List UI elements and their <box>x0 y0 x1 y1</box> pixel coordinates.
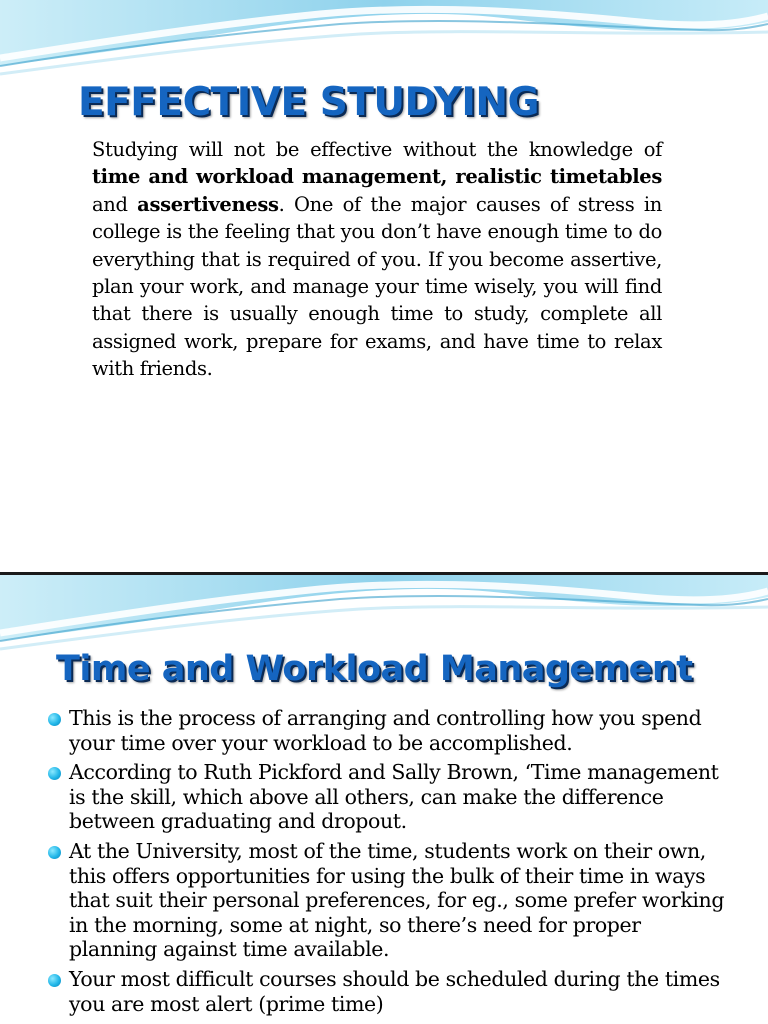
paragraph-text: . One of the major causes of stress in college is the feeling that you don’t have enough time to do everything that is required of you. If you become assertive, plan your work, and manage your time wisely, you will find that there is usually enough time to study, complete all assigned work, prepare for exams, and have time to relax with friends. <box>92 192 662 381</box>
list-item <box>0 967 768 1016</box>
bullet-dot-icon <box>48 974 61 987</box>
bullet-list <box>0 706 768 1021</box>
slide-title: EFFECTIVE STUDYING <box>78 80 539 125</box>
slide-title: Time and Workload Management <box>56 649 693 689</box>
bullet-text: At the University, most of the time, students work on their own, this offers opportunities for using the bulk of their time in ways that suit their personal preferences, for eg., some prefer working in the morning, some at night, so there’s need for proper planning against time available. <box>69 838 725 962</box>
list-item <box>0 706 768 755</box>
bullet-dot-icon <box>48 767 61 780</box>
paragraph-bold-text: assertiveness <box>137 192 279 216</box>
paragraph-bold-text: time and workload management, realistic timetables <box>92 165 662 189</box>
paragraph-text: and <box>92 192 138 216</box>
bullet-text: This is the process of arranging and controlling how you spend your time over your workload to be accomplished. <box>69 706 702 755</box>
bullet-dot-icon <box>48 846 61 859</box>
bullet-text: Your most difficult courses should be scheduled during the times you are most alert (prime time) <box>69 966 720 1016</box>
body-paragraph <box>92 136 662 383</box>
bullet-text: According to Ruth Pickford and Sally Brown, ‘Time management is the skill, which above all others, can make the difference between graduating and dropout. <box>69 760 719 834</box>
list-item <box>0 839 768 962</box>
slide-time-workload-management <box>0 575 768 1024</box>
paragraph-text: Studying will not be effective without the knowledge of <box>92 138 662 161</box>
bullet-dot-icon <box>48 713 61 726</box>
wave-header-decoration <box>0 0 768 90</box>
list-item <box>0 760 768 834</box>
